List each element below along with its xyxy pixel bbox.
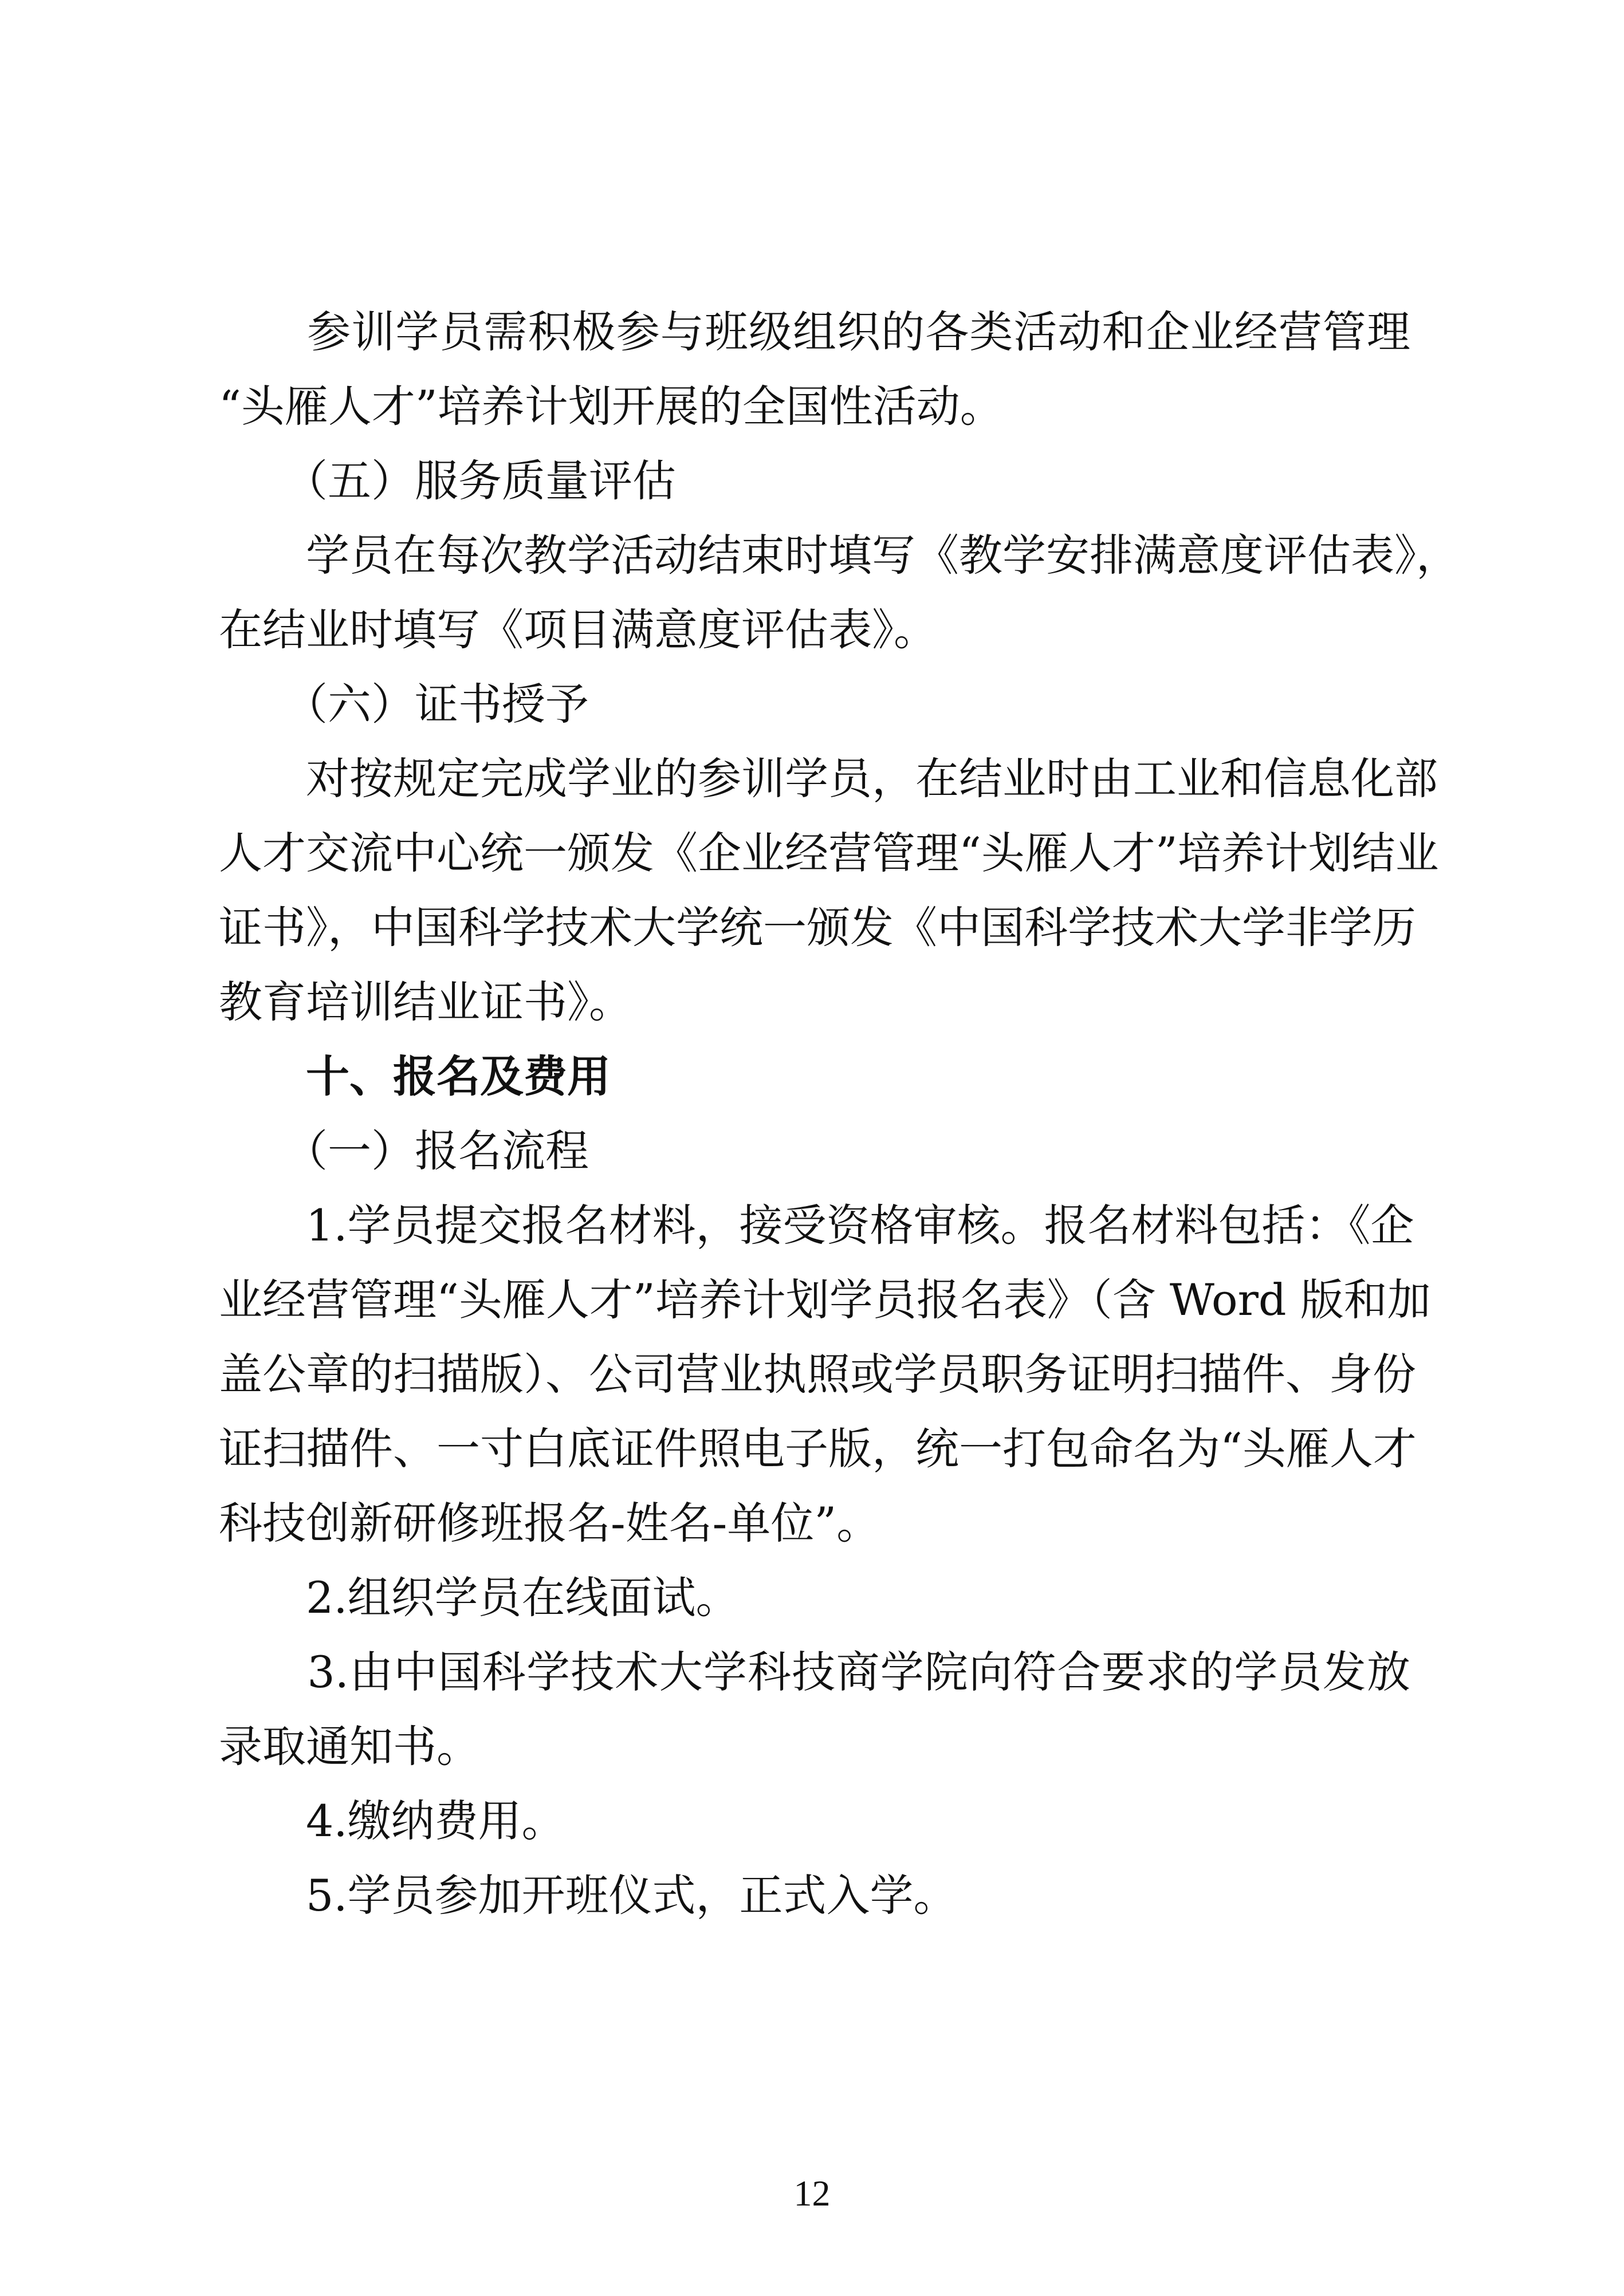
paragraph-activities-line-2: “头雁人才”培养计划开展的全国性活动。 — [219, 381, 1004, 432]
section-heading-registration: 十、报名及费用 — [219, 1051, 611, 1102]
paragraph-certificate-line-1: 对按规定完成学业的参训学员，在结业时由工业和信息化部 — [219, 753, 1438, 804]
subheading-registration-process: （一）报名流程 — [219, 1125, 589, 1176]
step-3-line-2: 录取通知书。 — [219, 1721, 480, 1772]
step-4: 4.缴纳费用。 — [219, 1795, 565, 1846]
step-1-line-3: 盖公章的扫描版）、公司营业执照或学员职务证明扫描件、身份 — [219, 1349, 1416, 1400]
paragraph-evaluation-line-1: 学员在每次教学活动结束时填写《教学安排满意度评估表》， — [219, 530, 1460, 581]
subheading-certificate: （六）证书授予 — [219, 679, 589, 730]
subheading-service-quality: （五）服务质量评估 — [219, 455, 676, 506]
step-1-line-5: 科技创新研修班报名-姓名-单位”。 — [219, 1498, 880, 1549]
paragraph-certificate-line-2: 人才交流中心统一颁发《企业经营管理“头雁人才”培养计划结业 — [219, 828, 1439, 879]
paragraph-activities-line-1: 参训学员需积极参与班级组织的各类活动和企业经营管理 — [219, 306, 1410, 357]
step-2: 2.组织学员在线面试。 — [219, 1572, 740, 1623]
step-3-line-1: 3.由中国科学技术大学科技商学院向符合要求的学员发放 — [219, 1647, 1410, 1698]
step-5: 5.学员参加开班仪式，正式入学。 — [219, 1870, 957, 1921]
paragraph-evaluation-line-2: 在结业时填写《项目满意度评估表》。 — [219, 604, 937, 655]
step-1-line-2: 业经营管理“头雁人才”培养计划学员报名表》（含 Word 版和加 — [219, 1274, 1431, 1325]
page-number: 12 — [793, 2173, 831, 2214]
paragraph-certificate-line-4: 教育培训结业证书》。 — [219, 976, 632, 1027]
step-1-line-1: 1.学员提交报名材料，接受资格审核。报名材料包括：《企 — [219, 1200, 1414, 1251]
paragraph-certificate-line-3: 证书》，中国科学技术大学统一颁发《中国科学技术大学非学历 — [219, 902, 1416, 953]
step-1-line-4: 证扫描件、一寸白底证件照电子版，统一打包命名为“头雁人才 — [219, 1423, 1417, 1474]
